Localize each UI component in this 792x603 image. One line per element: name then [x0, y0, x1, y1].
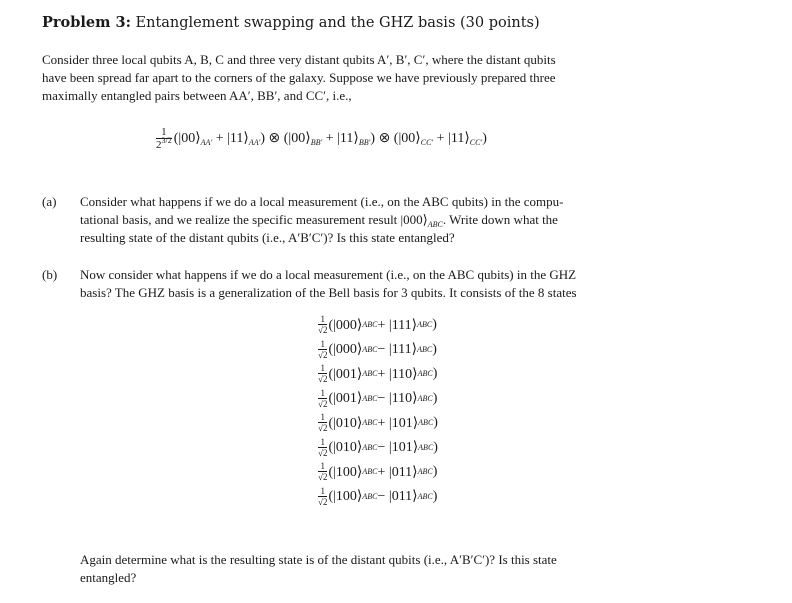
ghz-state: 1 √2 (|001⟩ ABC − |110⟩ ABC ) [318, 387, 438, 409]
part-a [42, 193, 750, 247]
ghz-state: 1 √2 (|100⟩ ABC + |011⟩ ABC ) [318, 461, 438, 483]
prefactor-denominator: $2^{3/2}$ [156, 136, 172, 151]
part-a-label: (a) [42, 194, 57, 209]
part-b [42, 266, 750, 302]
part-b-label: (b) [42, 267, 58, 282]
problem-heading [42, 14, 540, 31]
part-a-line-2: tational basis, and we realize the specific measurement result $|000⟩_{ABC}$. Write down what the [80, 212, 558, 229]
closing-line-1: Again determine what is the resulting state is of the distant qubits (i.e., A′B′C′)? Is this state [80, 552, 557, 567]
intro-line-3: maximally entangled pairs between AA′, BB′, and CC′, i.e., [42, 88, 352, 103]
problem-title: Entanglement swapping and the GHZ basis (30 points) [135, 15, 540, 31]
part-a-line-1: Consider what happens if we do a local measurement (i.e., on the ABC qubits) in the compu- [80, 194, 564, 209]
closing-line-2: entangled? [80, 570, 137, 585]
ghz-state: 1 √2 (|000⟩ ABC − |111⟩ ABC ) [318, 338, 437, 360]
part-b-text [80, 266, 750, 302]
intro-line-1: Consider three local qubits A, B, C and three very distant qubits A′, B′, C′, where the distant qubits [42, 52, 556, 67]
part-a-text [80, 193, 750, 247]
prefactor-fraction [156, 126, 172, 152]
eq-term-1: (|00⟩ [173, 131, 201, 147]
ghz-state: 1 √2 (|010⟩ ABC + |101⟩ ABC ) [318, 412, 438, 434]
ghz-state: 1 √2 (|000⟩ ABC + |111⟩ ABC ) [318, 314, 437, 336]
prefactor-numerator: 1 [156, 126, 172, 139]
part-a-line-3: resulting state of the distant qubits (i.e., A′B′C′)? Is this state entangled? [80, 230, 455, 245]
intro-paragraph [42, 51, 750, 105]
initial-state-equation: $\frac{1}{2^{3/2}}$ ($|00⟩_{AA'}$ + $|11⟩_{AA'}$) ⊗ ($|00⟩_{BB'}$ + $|11⟩_{BB'}$) ⊗ ($|00⟩_{CC'}$ + $|11⟩_{CC'}$) [156, 126, 487, 151]
ghz-basis-list [318, 313, 578, 509]
part-b-line-1: Now consider what happens if we do a local measurement (i.e., on the ABC qubits) in the GHZ [80, 267, 577, 282]
ghz-state: 1 √2 (|010⟩ ABC − |101⟩ ABC ) [318, 436, 438, 458]
ghz-state: 1 √2 (|001⟩ ABC + |110⟩ ABC ) [318, 363, 438, 385]
ghz-state: 1 √2 (|100⟩ ABC − |011⟩ ABC ) [318, 485, 438, 507]
intro-line-2: have been spread far apart to the corners of the galaxy. Suppose we have previously prepared three [42, 70, 556, 85]
closing-question [80, 551, 750, 587]
problem-label: Problem 3: [42, 14, 131, 31]
part-b-line-2: basis? The GHZ basis is a generalization of the Bell basis for 3 qubits. It consists of the 8 states [80, 285, 577, 300]
